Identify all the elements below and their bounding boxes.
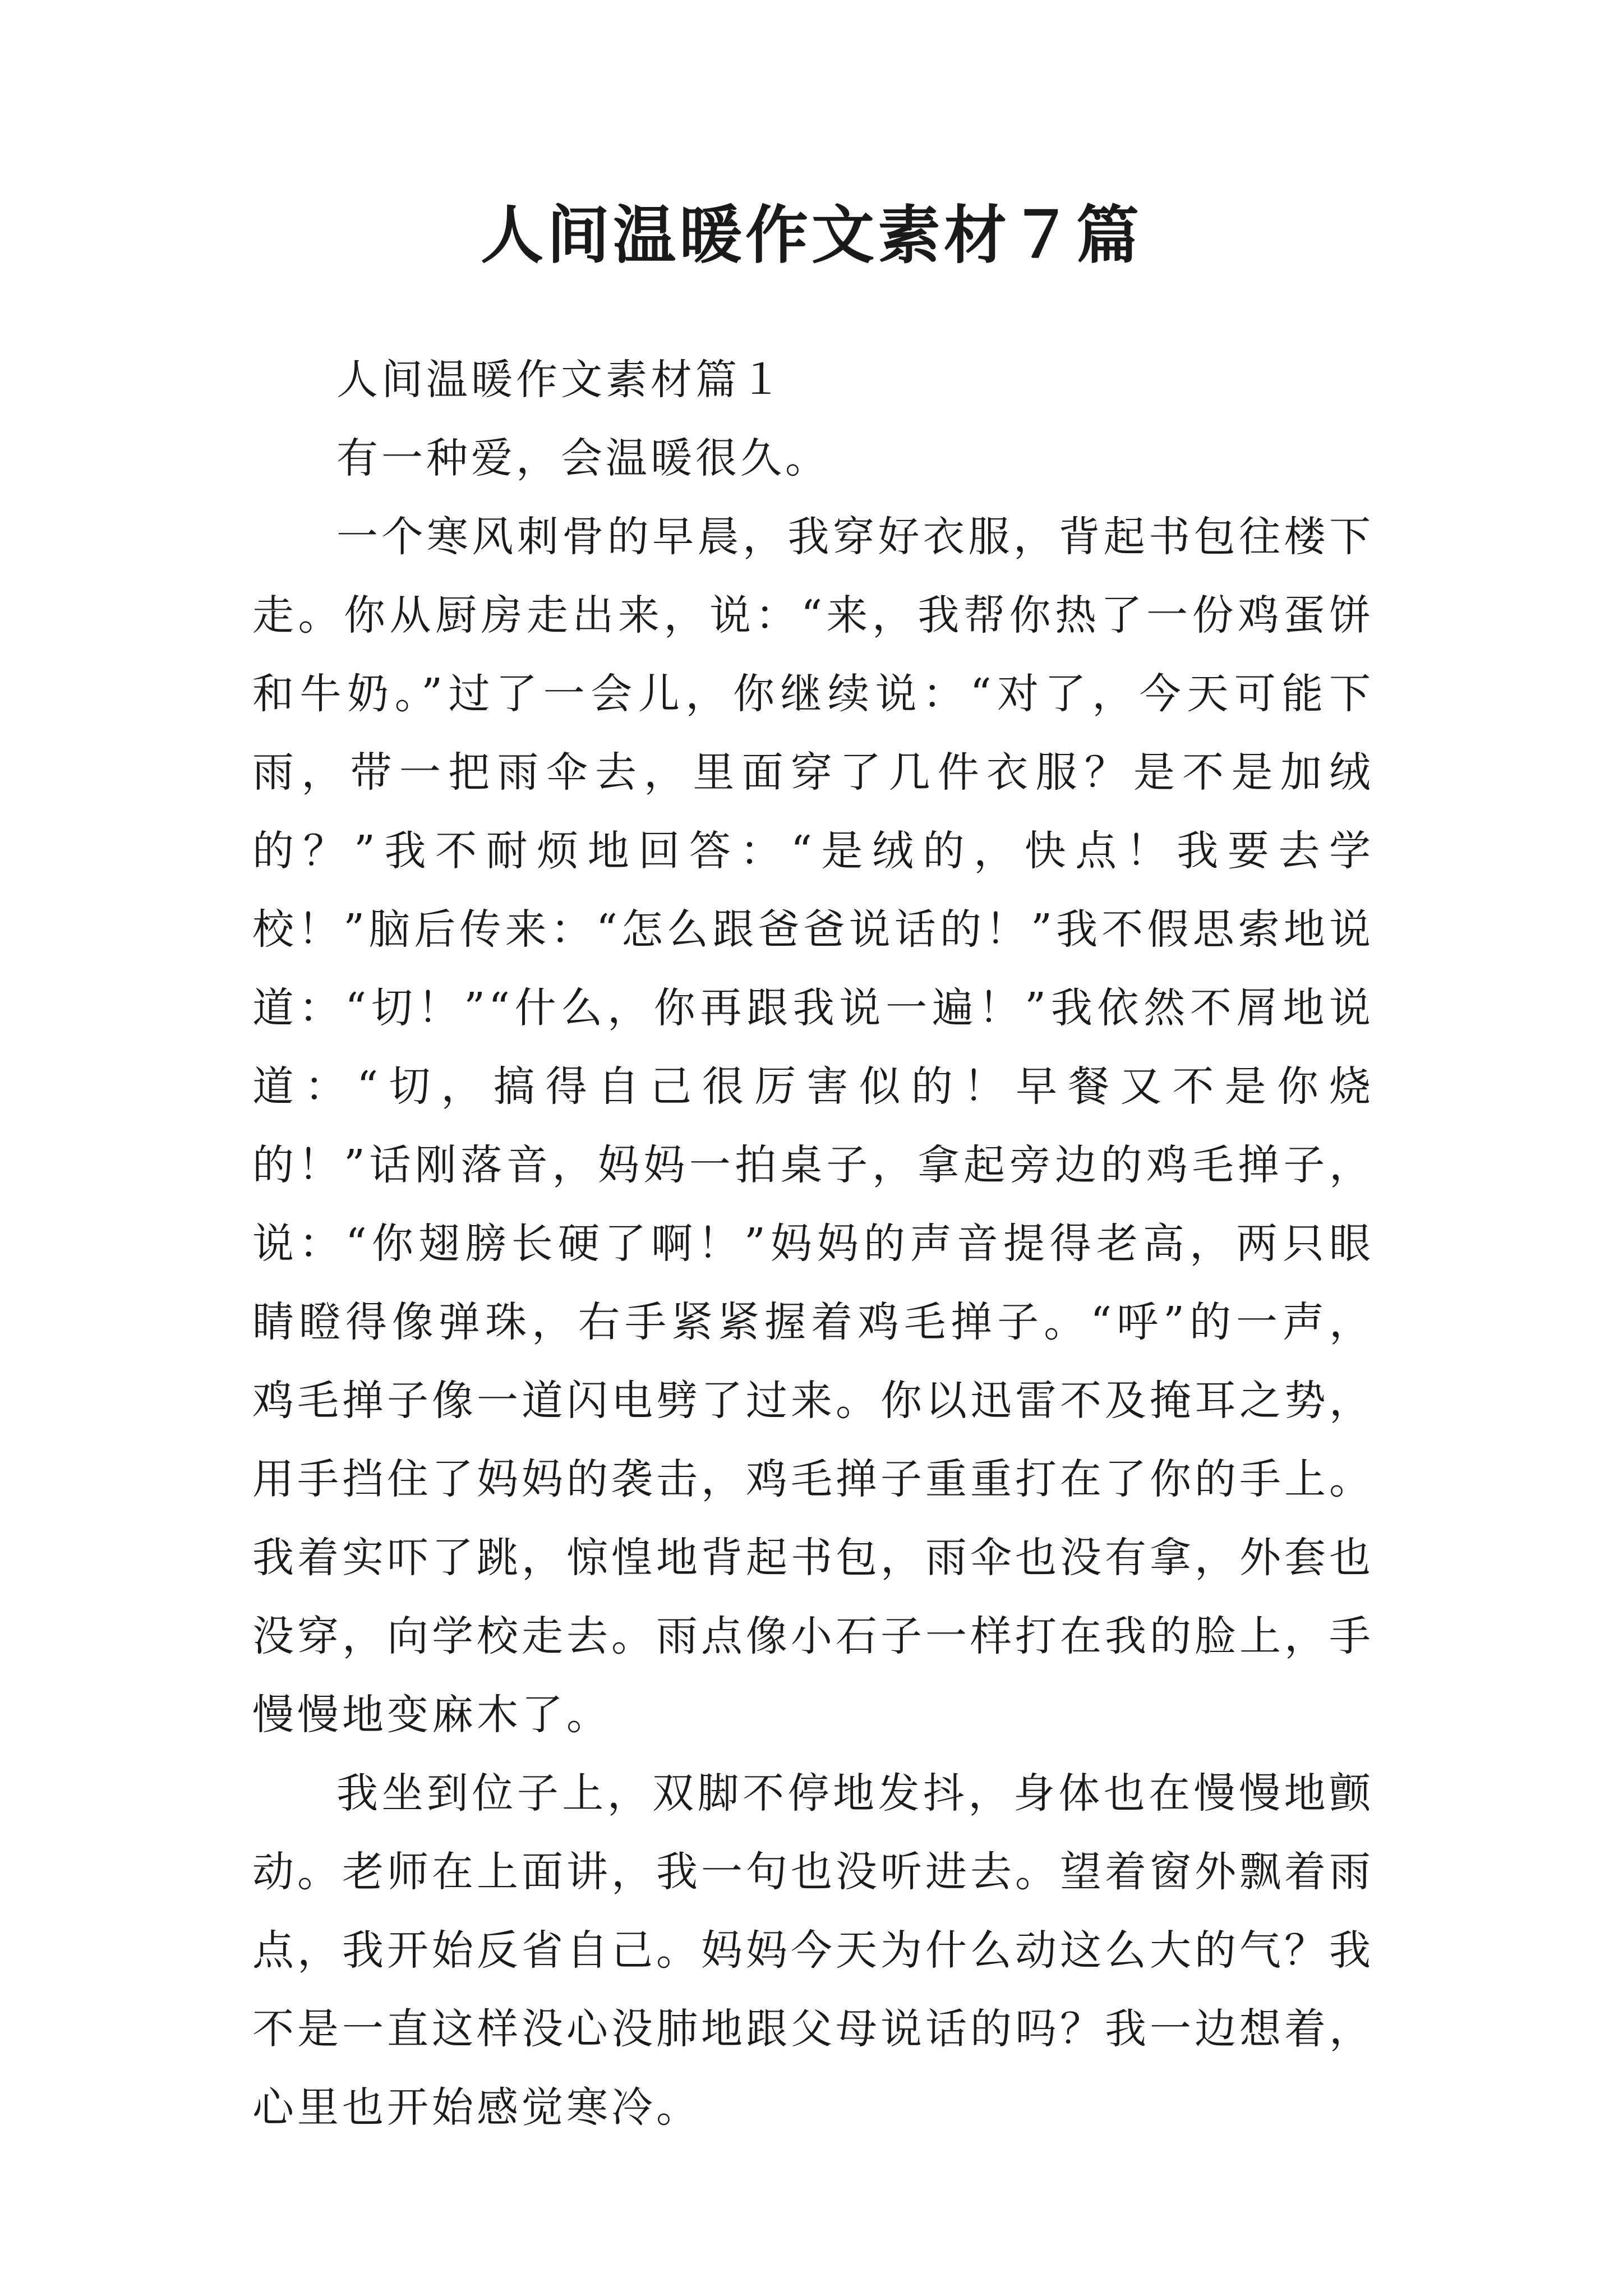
paragraph: 一个寒风刺骨的早晨，我穿好衣服，背起书包往楼下走。你从厨房走出来，说：“来，我帮你热了一份鸡蛋饼和牛奶。”过了一会儿，你继续说：“对了，今天可能下雨，带一把雨伞去，里面穿了几件衣服？是不是加绒的？”我不耐烦地回答：“是绒的，快点！我要去学校！”脑后传来：“怎么跟爸爸说话的！”我不假思索地说道：“切！”“什么，你再跟我说一遍！”我依然不屑地说道：“切，搞得自己很厉害似的！早餐又不是你烧的！”话刚落音，妈妈一拍桌子，拿起旁边的鸡毛掸子，说：“你翅膀长硬了啊！”妈妈的声音提得老高，两只眼睛瞪得像弹珠，右手紧紧握着鸡毛掸子。“呼”的一声，鸡毛掸子像一道闪电劈了过来。你以迅雷不及掩耳之势，用手挡住了妈妈的袭击，鸡毛掸子重重打在了你的手上。我着实吓了跳，惊惶地背起书包，雨伞也没有拿，外套也没穿，向学校走去。雨点像小石子一样打在我的脸上，手慢慢地变麻木了。 [252,513,1374,1739]
paragraph: 我坐到位子上，双脚不停地发抖，身体也在慢慢地颤动。老师在上面讲，我一句也没听进去。望着窗外飘着雨点，我开始反省自己。妈妈今天为什么动这么大的气？我不是一直这样没心没肺地跟父母说话的吗？我一边想着，心里也开始感觉寒冷。 [252,1769,1374,2132]
paragraph: 有一种爱，会温暖很久。 [336,434,830,482]
document-body [252,341,1374,2147]
section-heading: 人间温暖作文素材篇１ [336,356,785,404]
document-title: 人间温暖作文素材７篇 [481,199,1142,272]
